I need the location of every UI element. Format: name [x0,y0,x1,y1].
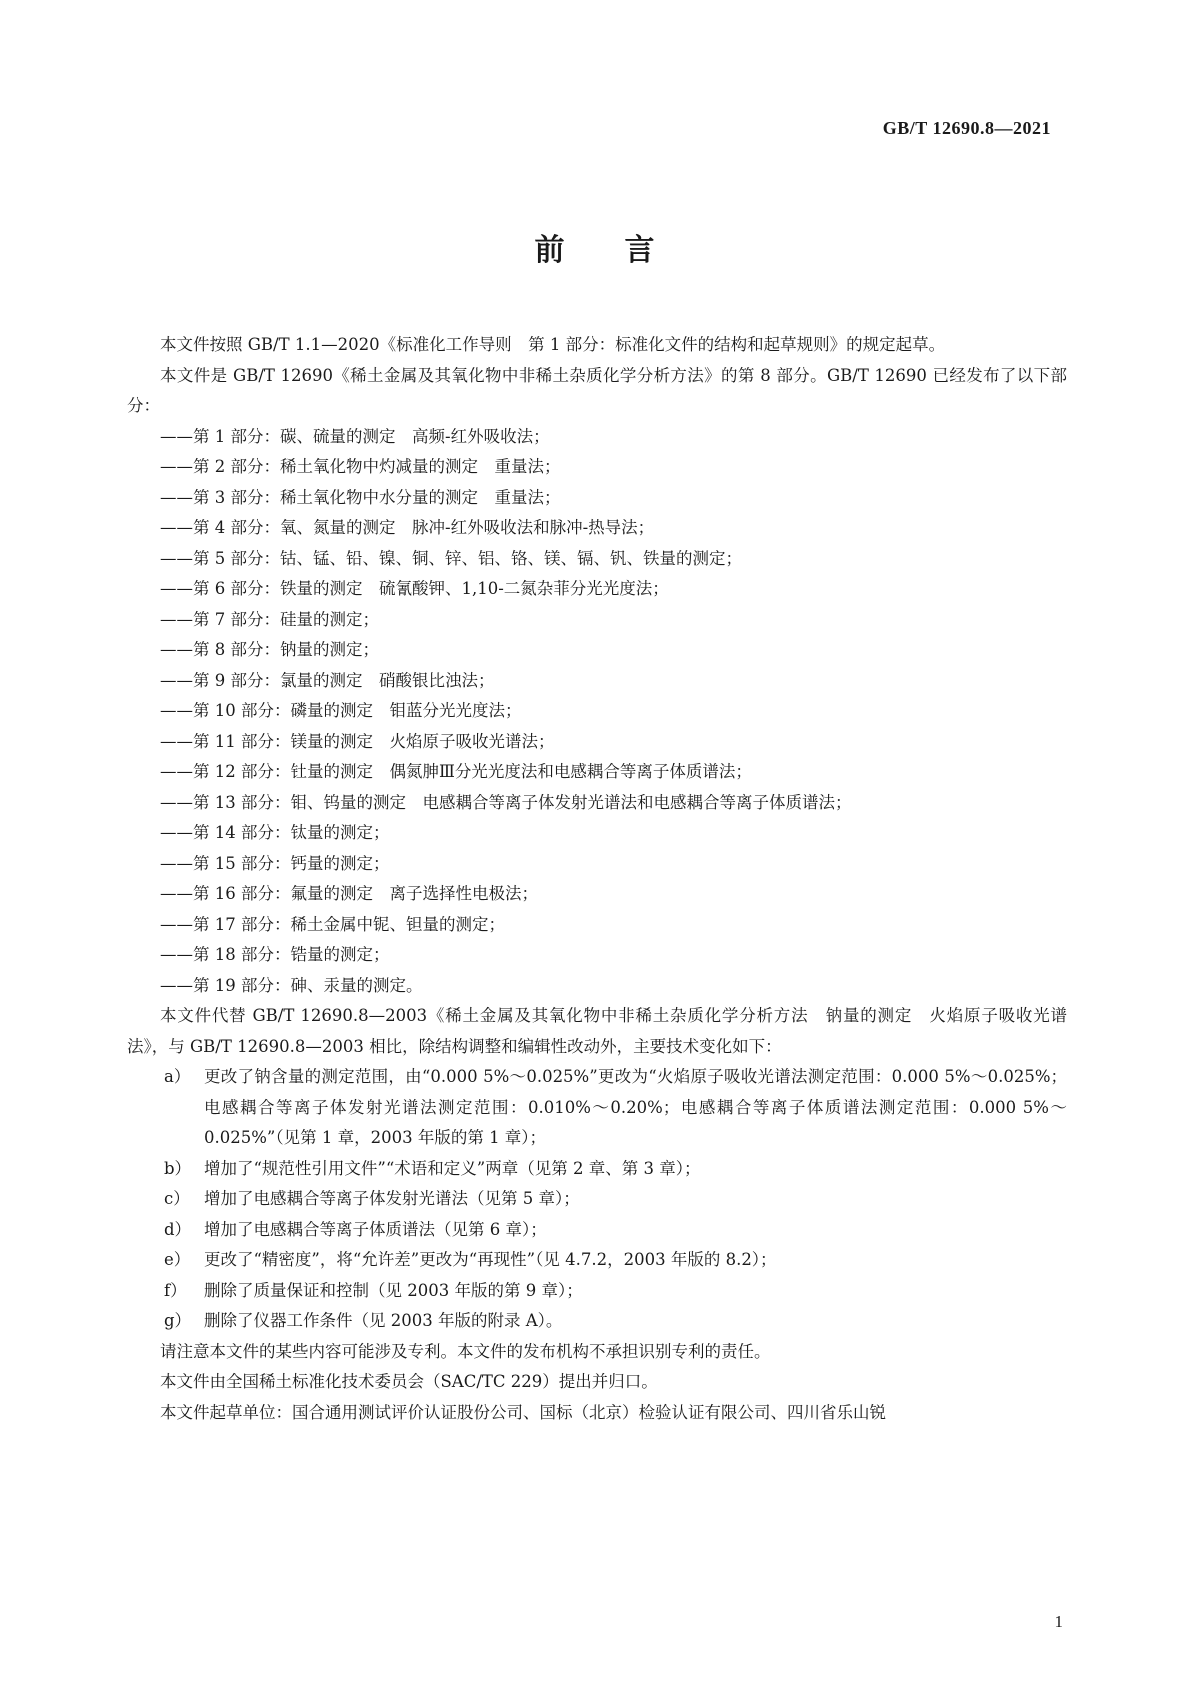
change-marker: d） [164,1219,192,1239]
change-item [164,1062,1067,1154]
change-item [164,1154,1067,1185]
change-item [164,1215,1067,1246]
change-marker: a） [164,1067,191,1086]
change-marker: g） [164,1311,192,1330]
parts-list-item: ——第 4 部分：氧、氮量的测定 脉冲-红外吸收法和脉冲-热导法； [160,518,655,537]
parts-list-item: ——第 19 部分：砷、汞量的测定。 [160,975,423,995]
page-number: 1 [1054,1612,1063,1631]
series-paragraph: 本文件是 GB/T 12690《稀土金属及其氧化物中非稀土杂质化学分析方法》的第 8 部分。GB/T 12690 已经发布了以下部分： [127,365,1067,415]
committee-paragraph: 本文件由全国稀土标准化技术委员会（SAC/TC 229）提出并归口。 [160,1372,658,1391]
standard-code: GB/T 12690.8—2021 [882,118,1051,138]
parts-list-item: ——第 2 部分：稀土氧化物中灼减量的测定 重量法； [160,457,561,476]
parts-list-item: ——第 3 部分：稀土氧化物中水分量的测定 重量法； [160,487,561,507]
change-text: 增加了“规范性引用文件”“术语和定义”两章（见第 2 章、第 3 章）； [204,1158,701,1178]
change-text: 更改了钠含量的测定范围，由“0.000 5%～0.025%”更改为“火焰原子吸收光谱法测定范围：0.000 5%～0.025%；电感耦合等离子体发射光谱法测定范围：0.010%～0.20%；电感耦合等离子体质谱法测定范围：0.000 5%～0.025%”（见第 1 章，2003 年版的第 1 章）； [204,1067,1067,1147]
change-item [164,1306,1067,1337]
parts-list-item: ——第 17 部分：稀土金属中铌、钽量的测定； [160,914,505,934]
change-marker: c） [164,1189,190,1208]
foreword-body [127,330,1067,1428]
change-item [164,1276,1067,1307]
change-marker: b） [164,1158,192,1178]
change-item [164,1245,1067,1276]
parts-list-item: ——第 18 部分：锆量的测定； [160,945,390,964]
change-text: 删除了仪器工作条件（见 2003 年版的附录 A）。 [204,1311,563,1330]
change-text: 增加了电感耦合等离子体质谱法（见第 6 章）； [204,1219,547,1239]
title-char-1: 前 [534,233,567,268]
parts-list-item: ——第 5 部分：钴、锰、铅、镍、铜、锌、铝、铬、镁、镉、钒、铁量的测定； [160,548,742,568]
change-marker: e） [164,1250,191,1269]
parts-list-item: ——第 7 部分：硅量的测定； [160,609,379,629]
parts-list-item: ——第 10 部分：磷量的测定 钼蓝分光光度法； [160,701,522,720]
parts-list-item: ——第 15 部分：钙量的测定； [160,853,390,873]
parts-list-item: ——第 14 部分：钛量的测定； [160,823,390,842]
title-char-2: 言 [624,233,657,268]
replacement-paragraph: 本文件代替 GB/T 12690.8—2003《稀土金属及其氧化物中非稀土杂质化学分析方法 钠量的测定 火焰原子吸收光谱法》，与 GB/T 12690.8—2003 相比，除结构调整和编辑性改动外，主要技术变化如下： [127,1006,1067,1056]
drafting-rules-paragraph: 本文件按照 GB/T 1.1—2020《标准化工作导则 第 1 部分：标准化文件的结构和起草规则》的规定起草。 [160,335,946,354]
parts-list-item: ——第 9 部分：氯量的测定 硝酸银比浊法； [160,670,495,690]
change-marker: f） [164,1280,187,1300]
parts-list-item: ——第 16 部分：氟量的测定 离子选择性电极法； [160,884,538,903]
change-text: 更改了“精密度”，将“允许差”更改为“再现性”（见 4.7.2，2003 年版的 8.2）； [204,1250,777,1269]
drafting-units-paragraph: 本文件起草单位：国合通用测试评价认证股份公司、国标（北京）检验认证有限公司、四川省乐山锐 [160,1402,886,1422]
parts-list-item: ——第 13 部分：钼、钨量的测定 电感耦合等离子体发射光谱法和电感耦合等离子体质谱法； [160,792,852,812]
parts-list-item: ——第 11 部分：镁量的测定 火焰原子吸收光谱法； [160,731,555,751]
change-item [164,1184,1067,1215]
parts-list [127,422,1067,1002]
parts-list-item: ——第 1 部分：碳、硫量的测定 高频-红外吸收法； [160,426,550,446]
change-text: 增加了电感耦合等离子体发射光谱法（见第 5 章）； [204,1189,580,1208]
parts-list-item: ——第 8 部分：钠量的测定； [160,640,379,659]
parts-list-item: ——第 6 部分：铁量的测定 硫氰酸钾、1,10-二氮杂菲分光光度法； [160,579,669,598]
patent-notice: 请注意本文件的某些内容可能涉及专利。本文件的发布机构不承担识别专利的责任。 [160,1341,771,1361]
changes-list [127,1062,1067,1337]
page-title [0,225,1191,269]
parts-list-item: ——第 12 部分：钍量的测定 偶氮胂Ⅲ分光光度法和电感耦合等离子体质谱法； [160,762,752,781]
change-text: 删除了质量保证和控制（见 2003 年版的第 9 章）； [204,1280,583,1300]
